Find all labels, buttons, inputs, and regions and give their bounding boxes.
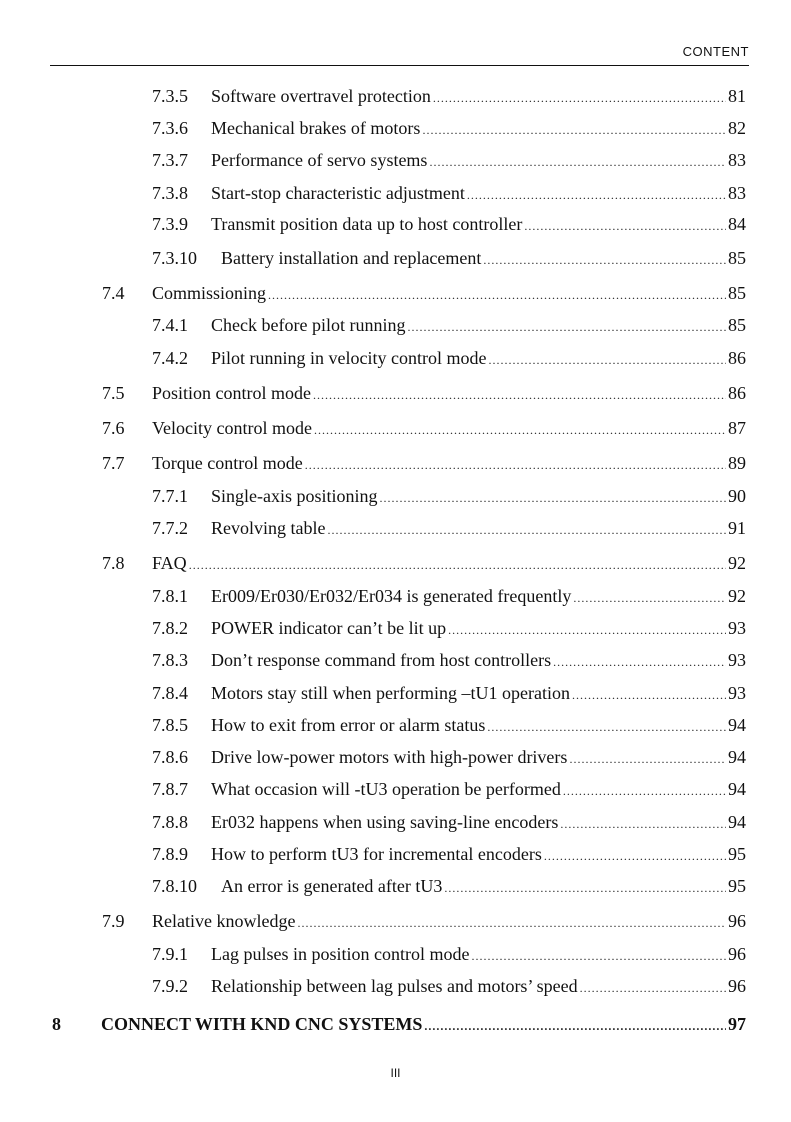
toc-entry-number: 7.8 (102, 553, 125, 573)
toc-entry-number: 7.3.10 (152, 248, 197, 268)
toc-leader-dots (471, 945, 726, 967)
toc-entry-title: Start-stop characteristic adjustment (211, 183, 465, 203)
toc-entry-page: 86 (728, 348, 746, 368)
toc-entry[interactable] (152, 746, 746, 770)
toc-leader-dots (553, 651, 726, 673)
toc-entry[interactable] (102, 910, 746, 934)
toc-entry[interactable] (152, 975, 746, 999)
toc-entry-page: 85 (728, 315, 746, 335)
toc-entry-number: 7.3.8 (152, 183, 188, 203)
running-header: CONTENT (682, 44, 749, 59)
toc-entry-title: Er032 happens when using saving-line encoders (211, 812, 559, 832)
toc-entry-title: Drive low-power motors with high-power drivers (211, 747, 568, 767)
toc-leader-dots (327, 519, 726, 541)
toc-entry-title: Torque control mode (152, 453, 303, 473)
toc-entry-page: 89 (728, 453, 746, 473)
toc-entry-page: 93 (728, 683, 746, 703)
toc-leader-dots (448, 619, 726, 641)
toc-leader-dots (433, 87, 726, 109)
toc-leader-dots (524, 215, 726, 237)
toc-entry-title: Relationship between lag pulses and motors’ speed (211, 976, 578, 996)
toc-entry[interactable] (102, 552, 746, 576)
toc-entry-page: 96 (728, 944, 746, 964)
toc-entry-number: 7.8.9 (152, 844, 188, 864)
toc-entry-number: 7.9.1 (152, 944, 188, 964)
toc-entry[interactable] (152, 247, 746, 271)
toc-entry-title: Velocity control mode (152, 418, 312, 438)
toc-entry[interactable] (152, 714, 746, 738)
toc-entry-page: 92 (728, 586, 746, 606)
toc-entry-title: Pilot running in velocity control mode (211, 348, 487, 368)
toc-entry[interactable] (152, 213, 746, 237)
toc-entry[interactable] (152, 85, 746, 109)
toc-entry-page: 95 (728, 844, 746, 864)
toc-entry-number: 7.8.3 (152, 650, 188, 670)
toc-leader-dots (268, 284, 726, 306)
toc-entry-page: 96 (728, 911, 746, 931)
toc-leader-dots (569, 748, 726, 770)
toc-entry-title: Relative knowledge (152, 911, 296, 931)
toc-entry-title: Revolving table (211, 518, 326, 538)
toc-entry-number: 7.5 (102, 383, 125, 403)
toc-entry-page: 95 (728, 876, 746, 896)
toc-entry-page: 94 (728, 715, 746, 735)
toc-leader-dots (544, 845, 726, 867)
toc-leader-dots (488, 349, 726, 371)
toc-entry-title: Mechanical brakes of motors (211, 118, 421, 138)
toc-entry-page: 85 (728, 283, 746, 303)
toc-entry[interactable] (152, 585, 746, 609)
toc-entry-title: Transmit position data up to host controller (211, 214, 523, 234)
toc-entry-title: How to exit from error or alarm status (211, 715, 486, 735)
toc-entry-number: 7.7.2 (152, 518, 188, 538)
toc-entry-number: 7.3.7 (152, 150, 188, 170)
toc-entry-number: 7.3.9 (152, 214, 188, 234)
toc-entry[interactable] (102, 417, 746, 441)
toc-entry[interactable] (152, 485, 746, 509)
toc-leader-dots (313, 384, 726, 406)
toc-entry-page: 81 (728, 86, 746, 106)
toc-entry-page: 92 (728, 553, 746, 573)
toc-entry-title: Lag pulses in position control mode (211, 944, 470, 964)
toc-entry-number: 7.8.7 (152, 779, 188, 799)
toc-entry-title: An error is generated after tU3 (221, 876, 443, 896)
toc-entry[interactable] (152, 117, 746, 141)
toc-entry[interactable] (152, 182, 746, 206)
toc-entry-number: 7.8.2 (152, 618, 188, 638)
toc-entry[interactable] (152, 649, 746, 673)
toc-entry-page: 85 (728, 248, 746, 268)
toc-entry-title: POWER indicator can’t be lit up (211, 618, 447, 638)
toc-leader-dots (483, 249, 726, 271)
toc-entry-number: 7.4 (102, 283, 125, 303)
page-number: III (390, 1066, 401, 1080)
toc-leader-dots (305, 454, 726, 476)
toc-entry-number: 7.8.5 (152, 715, 188, 735)
toc-leader-dots (422, 119, 726, 141)
toc-entry-number: 7.8.1 (152, 586, 188, 606)
toc-leader-dots (487, 716, 726, 738)
toc-entry-title: FAQ (152, 553, 187, 573)
toc-leader-dots (407, 316, 726, 338)
toc-entry-title: Single-axis positioning (211, 486, 378, 506)
toc-entry-number: 7.8.8 (152, 812, 188, 832)
toc-entry-title: Check before pilot running (211, 315, 406, 335)
toc-entry[interactable] (152, 517, 746, 541)
toc-leader-dots (189, 554, 726, 576)
toc-entry-page: 96 (728, 976, 746, 996)
toc-entry-number: 7.3.5 (152, 86, 188, 106)
toc-entry-page: 97 (728, 1014, 746, 1034)
toc-entry-title: CONNECT WITH KND CNC SYSTEMS (101, 1014, 423, 1034)
toc-entry[interactable] (102, 382, 746, 406)
toc-entry-title: How to perform tU3 for incremental encoders (211, 844, 542, 864)
toc-entry-page: 83 (728, 183, 746, 203)
toc-entry-page: 91 (728, 518, 746, 538)
toc-leader-dots (297, 912, 726, 934)
toc-entry-title: What occasion will -tU3 operation be performed (211, 779, 561, 799)
toc-entry[interactable] (152, 778, 746, 802)
toc-entry[interactable] (102, 282, 746, 306)
toc-leader-dots (444, 877, 726, 899)
toc-entry-number: 7.7 (102, 453, 125, 473)
toc-leader-dots (572, 684, 726, 706)
toc-entry-page: 90 (728, 486, 746, 506)
toc-entry-number: 8 (52, 1014, 61, 1034)
toc-entry-number: 7.7.1 (152, 486, 188, 506)
toc-entry-title: Position control mode (152, 383, 311, 403)
toc-entry-title: Don’t response command from host controllers (211, 650, 552, 670)
toc-entry[interactable] (102, 452, 746, 476)
toc-entry-title: Motors stay still when performing –tU1 operation (211, 683, 570, 703)
toc-entry[interactable] (152, 617, 746, 641)
toc-entry-number: 7.4.2 (152, 348, 188, 368)
toc-entry-page: 86 (728, 383, 746, 403)
toc-entry-number: 7.6 (102, 418, 125, 438)
toc-entry[interactable] (152, 347, 746, 371)
toc-entry[interactable] (52, 1013, 746, 1037)
toc-entry-page: 93 (728, 618, 746, 638)
toc-entry-title: Er009/Er030/Er032/Er034 is generated frequently (211, 586, 572, 606)
toc-entry-title: Battery installation and replacement (221, 248, 482, 268)
toc-leader-dots (429, 151, 726, 173)
toc-entry-page: 82 (728, 118, 746, 138)
toc-leader-dots (560, 813, 726, 835)
toc-entry-page: 84 (728, 214, 746, 234)
toc-entry-title: Performance of servo systems (211, 150, 428, 170)
toc-entry-title: Software overtravel protection (211, 86, 431, 106)
toc-entry-page: 87 (728, 418, 746, 438)
toc-leader-dots (580, 977, 726, 999)
toc-entry[interactable] (152, 943, 746, 967)
toc-leader-dots (424, 1015, 726, 1037)
toc-leader-dots (563, 780, 726, 802)
toc-entry-number: 7.3.6 (152, 118, 188, 138)
toc-entry-page: 94 (728, 747, 746, 767)
toc-leader-dots (467, 184, 726, 206)
toc-entry-number: 7.8.6 (152, 747, 188, 767)
toc-entry[interactable] (152, 682, 746, 706)
toc-entry-page: 83 (728, 150, 746, 170)
toc-entry[interactable] (152, 875, 746, 899)
toc-entry[interactable] (152, 314, 746, 338)
toc-entry-number: 7.8.10 (152, 876, 197, 896)
toc-entry[interactable] (152, 811, 746, 835)
toc-entry-number: 7.9.2 (152, 976, 188, 996)
toc-leader-dots (314, 419, 726, 441)
toc-entry-title: Commissioning (152, 283, 267, 303)
toc-entry[interactable] (152, 149, 746, 173)
toc-entry-page: 93 (728, 650, 746, 670)
toc-leader-dots (380, 487, 727, 509)
toc-entry-number: 7.8.4 (152, 683, 188, 703)
toc-entry-number: 7.4.1 (152, 315, 188, 335)
toc-entry-page: 94 (728, 779, 746, 799)
toc-leader-dots (573, 587, 726, 609)
toc-entry-number: 7.9 (102, 911, 125, 931)
toc-entry-page: 94 (728, 812, 746, 832)
toc-entry[interactable] (152, 843, 746, 867)
